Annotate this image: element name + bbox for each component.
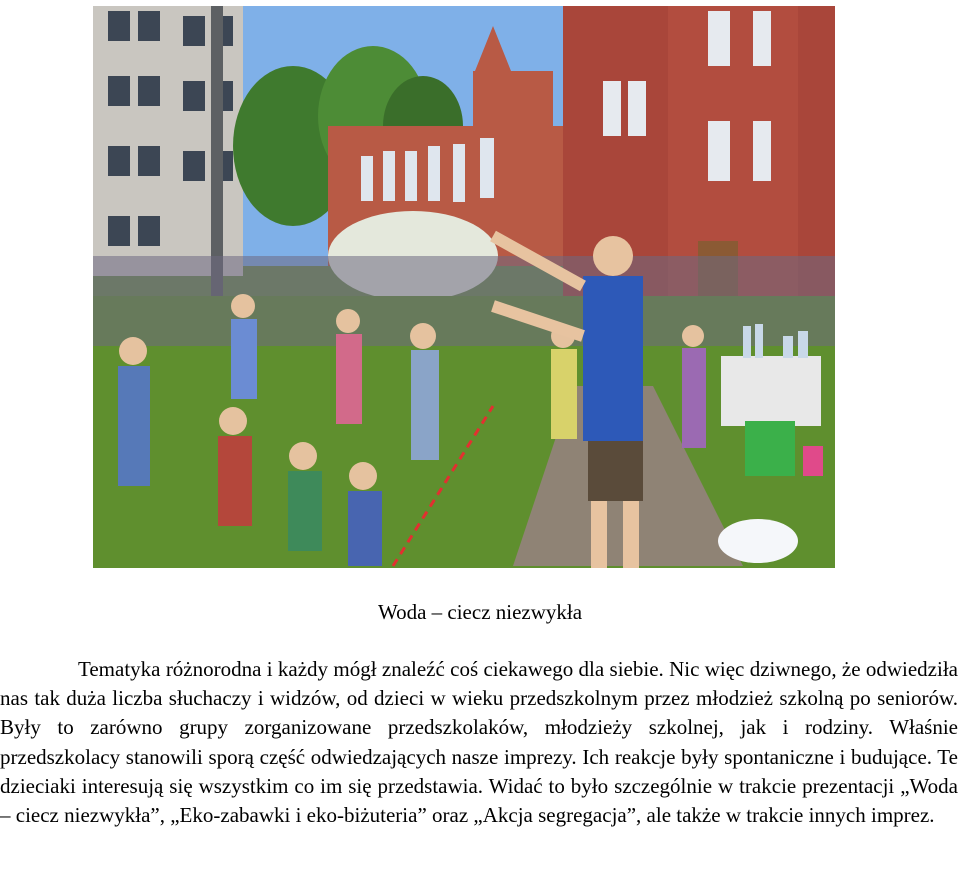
body-paragraph: Tematyka różnorodna i każdy mógł znaleźć coś ciekawego dla siebie. Nic więc dziwnego, że odwiedziła nas tak duża liczba słuchaczy i widzów, od dzieci w wieku przedszkolnym przez młodzież szkolną po seniorów. Były to zarówno grupy zorganizowane przedszkolaków, młodzieży szkolnej, jak i rodziny. Właśnie przedszkolacy stanowili sporą część odwiedzających nasze imprezy. Ich reakcje były spontaniczne i budujące. Te dzieciaki interesują się wszystkim co im się przedstawia. Widać to było szczególnie w trakcie prezentacji „Woda – ciecz niezwykła”, „Eko-zabawki i eko-biżuteria” oraz „Akcja segregacja”, ale także w trakcie innych imprez. (0, 657, 958, 828)
event-photo (93, 6, 835, 568)
figure-caption: Woda – ciecz niezwykła (377, 600, 583, 624)
